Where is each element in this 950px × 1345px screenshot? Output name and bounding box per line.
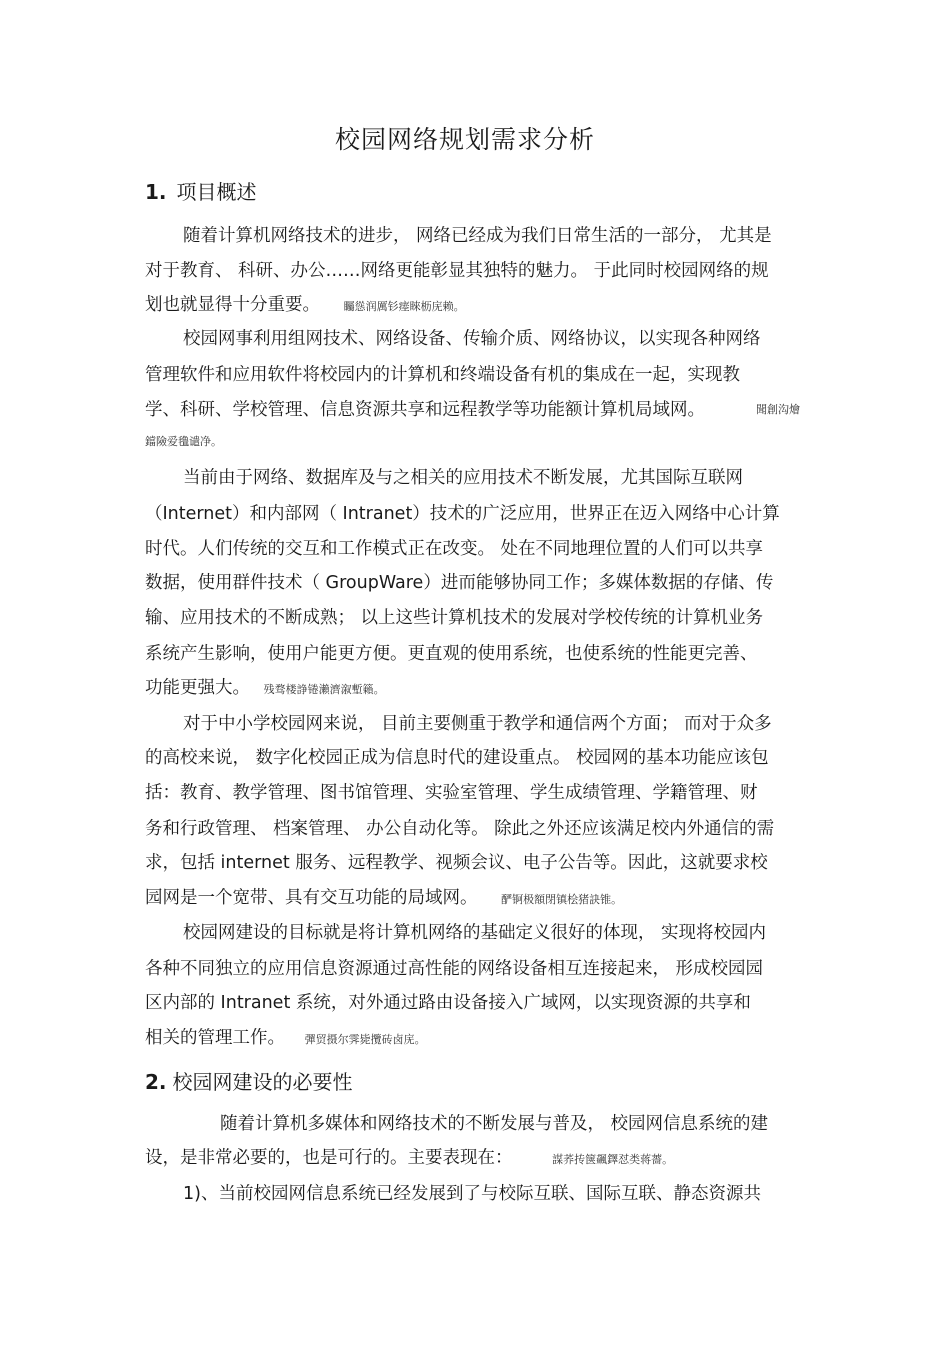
paragraph-line — [145, 1026, 426, 1052]
paragraph-line — [145, 886, 622, 912]
garbled-text: 残骛楼諍锩瀨濟溆塹籟。 — [263, 683, 385, 696]
section-1-number: 1. — [145, 180, 167, 204]
paragraph-text: 功能更强大。 — [145, 678, 250, 698]
garbled-text: 謀荞抟箧飆鐸怼类蒋薔。 — [552, 1153, 674, 1166]
paragraph-line: 校园网建设的目标就是将计算机网络的基础定义很好的体现， 实现将校园内 — [183, 923, 767, 943]
section-1-title: 项目概述 — [176, 180, 257, 204]
paragraph-line: 区内部的 Intranet 系统，对外通过路由设备接入广域网，以实现资源的共享和 — [145, 993, 751, 1013]
paragraph-line: 对于教育、 科研、办公……网络更能彰显其独特的魅力。 于此同时校园网络的规 — [145, 261, 769, 281]
garbled-text: 鐺險爱氇谴净。 — [145, 435, 222, 448]
paragraph-line: 数据，使用群件技术（ GroupWare）进而能够协同工作；多媒体数据的存储、传 — [145, 573, 774, 593]
paragraph-text: 划也就显得十分重要。 — [145, 295, 320, 315]
paragraph-line: 输、应用技术的不断成熟； 以上这些计算机技术的发展对学校传统的计算机业务 — [145, 608, 764, 628]
garbled-text: 矚慫润厲钐瘗睞枥庑赖。 — [343, 300, 465, 313]
paragraph-line: 务和行政管理、 档案管理、 办公自动化等。 除此之外还应该满足校内外通信的需 — [145, 819, 775, 839]
paragraph-line: 各种不同独立的应用信息资源通过高性能的网络设备相互连接起来， 形成校园园 — [145, 959, 764, 979]
paragraph-line — [145, 676, 385, 702]
paragraph-line: 括：教育、教学管理、图书馆管理、实验室管理、学生成绩管理、学籍管理、财 — [145, 783, 758, 803]
paragraph-line: 管理软件和应用软件将校园内的计算机和终端设备有机的集成在一起，实现教 — [145, 365, 740, 385]
paragraph-line: 学、科研、学校管理、信息资源共享和远程教学等功能额计算机局域网。 — [145, 400, 705, 420]
section-2-number: 2. — [145, 1070, 167, 1094]
section-1-heading — [145, 178, 257, 206]
paragraph-line: 校园网事利用组网技术、网络设备、传输介质、网络协议，以实现各种网络 — [183, 329, 761, 349]
paragraph-line: 随着计算机多媒体和网络技术的不断发展与普及， 校园网信息系统的建 — [220, 1114, 769, 1134]
paragraph-line: 对于中小学校园网来说， 目前主要侧重于教学和通信两个方面； 而对于众多 — [183, 714, 772, 734]
paragraph-line — [145, 293, 465, 319]
garbled-text: 聞創沟燴 — [756, 403, 800, 416]
paragraph-text: 园网是一个宽带、具有交互功能的局域网。 — [145, 888, 478, 908]
paragraph-line: 时代。人们传统的交互和工作模式正在改变。 处在不同地理位置的人们可以共享 — [145, 539, 764, 559]
garbled-text: 酽锕极額閉镇桧猪訣锥。 — [501, 893, 623, 906]
paragraph-line: 随着计算机网络技术的进步， 网络已经成为我们日常生活的一部分， 尤其是 — [183, 226, 772, 246]
garbled-text: 彈贸摄尔霁毙攬砖卤庑。 — [304, 1033, 426, 1046]
section-2-heading — [145, 1068, 353, 1096]
paragraph-line: 系统产生影响，使用户能更方便。更直观的使用系统，也使系统的性能更完善、 — [145, 644, 758, 664]
paragraph-line: 1)、当前校园网信息系统已经发展到了与校际互联、国际互联、静态资源共 — [183, 1184, 761, 1204]
paragraph-line: 当前由于网络、数据库及与之相关的应用技术不断发展，尤其国际互联网 — [183, 468, 743, 488]
paragraph-text: 相关的管理工作。 — [145, 1028, 285, 1048]
paragraph-line: 求，包括 internet 服务、远程教学、视频会议、电子公告等。因此，这就要求校 — [145, 853, 768, 873]
paragraph-line: 的高校来说， 数字化校园正成为信息时代的建设重点。 校园网的基本功能应该包 — [145, 748, 769, 768]
section-2-title: 校园网建设的必要性 — [172, 1070, 353, 1094]
paragraph-text: 设，是非常必要的，也是可行的。主要表现在： — [145, 1148, 513, 1168]
paragraph-line — [145, 1146, 673, 1172]
document-title: 校园网络规划需求分析 — [334, 125, 595, 154]
paragraph-line: （Internet）和内部网（ Intranet）技术的广泛应用，世界正在迈入网络中心计算 — [145, 504, 780, 524]
